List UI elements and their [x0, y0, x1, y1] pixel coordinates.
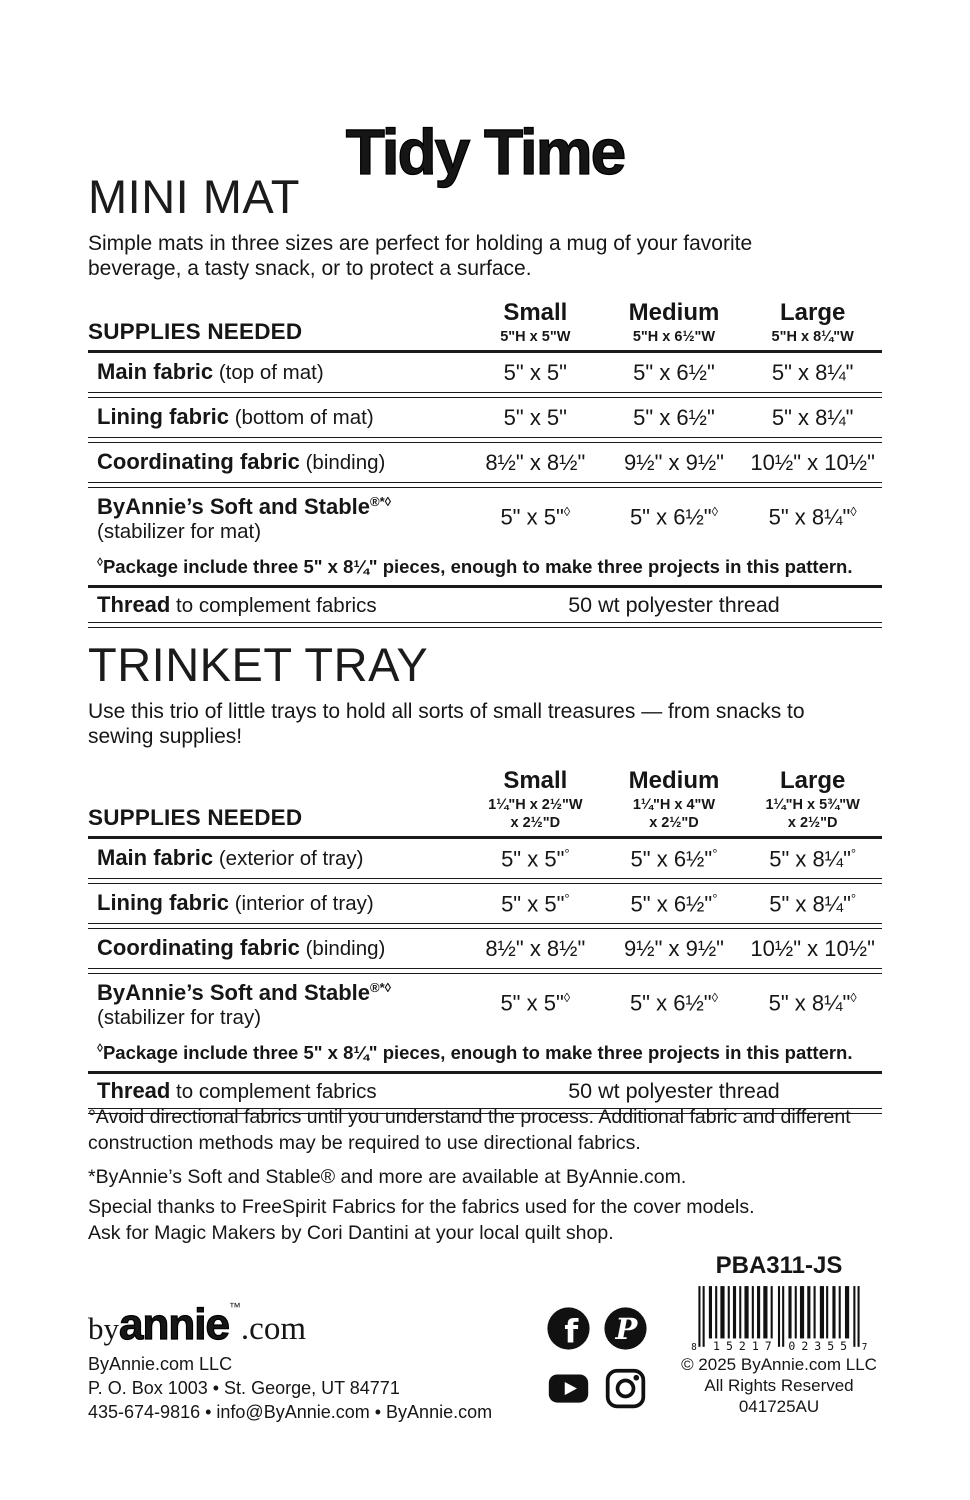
barcode-bar — [763, 1286, 767, 1338]
trademark-symbol: ™ — [228, 1300, 241, 1314]
size-value: 10½" x 10½" — [750, 935, 875, 961]
row-label-note: (binding) — [299, 937, 386, 961]
logo-by: by — [88, 1311, 119, 1346]
section-heading: TRINKET TRAY — [88, 638, 429, 691]
row-label — [88, 490, 466, 544]
barcode-bar — [757, 1286, 760, 1338]
footnote-marker: ◊ — [97, 1041, 103, 1056]
barcode-bar — [826, 1286, 828, 1338]
row-label-text: Lining fabric — [97, 404, 229, 430]
row-label-note: (stabilizer for tray) — [97, 1006, 262, 1030]
publisher-po-box: P. O. Box 1003 • St. George, UT 84771 — [88, 1378, 400, 1398]
section-mini-mat — [88, 172, 882, 628]
logo-annie: annie — [119, 1300, 229, 1349]
note-directional-fabrics: °Avoid directional fabrics until you understand the process. Additional fabric and different construction methods may be required to use directional fabrics. — [88, 1106, 851, 1154]
barcode-bar — [733, 1286, 736, 1338]
copyright-block — [676, 1354, 882, 1417]
table-bottom-rule — [88, 622, 882, 628]
column-finished-size: x 2½"D — [649, 815, 699, 832]
supplies-table-mini-mat — [88, 291, 882, 628]
section-trinket-tray — [88, 640, 882, 1114]
supplies-needed-header: SUPPLIES NEEDED — [88, 319, 303, 345]
barcode-bar — [820, 1286, 824, 1338]
footnote-marker: ° — [564, 890, 570, 906]
thread-row — [88, 588, 882, 622]
row-label-note: (binding) — [299, 451, 386, 475]
barcode-bar — [807, 1286, 810, 1338]
row-label-text: Coordinating fabric — [97, 449, 300, 475]
size-value: 5" x 5"◊ — [500, 504, 571, 530]
pinterest-icon — [603, 1306, 648, 1351]
barcode-bar — [853, 1286, 855, 1347]
youtube-icon — [546, 1366, 591, 1411]
column-name: Medium — [628, 767, 720, 795]
copyright-line: © 2025 ByAnnie.com LLC — [681, 1355, 877, 1374]
size-value: 8½" x 8½" — [485, 935, 586, 961]
size-value: 5" x 8¼"° — [769, 890, 857, 916]
table-row — [88, 488, 882, 546]
size-value: 10½" x 10½" — [750, 449, 875, 475]
row-label-marks: ®*◊ — [370, 494, 392, 510]
column-name: Small — [503, 299, 568, 327]
column-name: Large — [779, 299, 846, 327]
rights-line: All Rights Reserved — [704, 1376, 854, 1395]
barcode-bar — [832, 1286, 835, 1338]
size-value: 5" x 5" — [503, 359, 567, 385]
row-label — [88, 976, 466, 1030]
column-finished-size: 1¼"H x 4"W — [632, 797, 716, 814]
footnote-marker: ◊ — [563, 990, 571, 1006]
size-value: 5" x 8¼" — [771, 359, 854, 385]
barcode-bar — [703, 1286, 705, 1347]
size-value: 5" x 8¼"◊ — [768, 990, 857, 1016]
column-header-small — [466, 767, 605, 832]
row-label-marks: ®*◊ — [370, 980, 392, 996]
size-value: 5" x 6½" — [633, 359, 715, 385]
footnote-marker: ° — [850, 890, 857, 906]
row-label — [88, 405, 466, 430]
footnote-marker: ◊ — [711, 990, 719, 1006]
column-header-large — [743, 767, 882, 832]
publisher-contact: 435-674-9816 • info@ByAnnie.com • ByAnnie.com — [88, 1402, 493, 1422]
barcode-digit-right: 7 — [861, 1341, 868, 1353]
supplies-needed-header: SUPPLIES NEEDED — [88, 805, 303, 831]
table-row — [88, 398, 882, 437]
row-label-note: (bottom of mat) — [229, 406, 374, 430]
barcode-bar — [782, 1286, 784, 1347]
supplies-table-trinket-tray — [88, 759, 882, 1114]
thread-label-note: to complement fabrics — [170, 593, 377, 617]
section-description: Simple mats in three sizes are perfect for holding a mug of your favorite beverage, a tasty snack, or to protect a surface. — [88, 232, 753, 281]
column-finished-size: 5"H x 5"W — [500, 329, 571, 346]
barcode-bar — [728, 1286, 730, 1338]
social-icons — [546, 1306, 648, 1411]
thread-label-text: Thread — [97, 591, 171, 617]
size-value: 5" x 6½"◊ — [629, 504, 719, 530]
row-label — [88, 450, 466, 475]
row-label — [88, 891, 466, 916]
size-value: 5" x 5"° — [501, 845, 570, 871]
page-title: Tidy Time — [345, 115, 625, 188]
package-footnote: ◊Package include three 5" x 8¼" pieces, enough to make three projects in this pattern. — [97, 1041, 853, 1064]
size-value: 5" x 6½"◊ — [629, 990, 719, 1016]
section-description: Use this trio of little trays to hold all sorts of small treasures — from snacks to sewing supplies! — [88, 700, 805, 749]
footnote-marker: ◊ — [850, 504, 857, 520]
footnote-marker: ° — [564, 845, 570, 861]
barcode-bar — [739, 1286, 741, 1338]
table-header-row — [88, 759, 882, 836]
upc-barcode — [690, 1284, 868, 1357]
table-row — [88, 443, 882, 482]
instagram-icon — [603, 1366, 648, 1411]
column-finished-size: x 2½"D — [787, 815, 838, 832]
row-label — [88, 360, 466, 385]
row-label — [88, 936, 466, 961]
size-value: 5" x 8¼" — [771, 404, 854, 430]
barcode-digit-left: 8 — [691, 1341, 697, 1353]
table-row — [88, 839, 882, 878]
section-heading: MINI MAT — [88, 170, 300, 223]
column-header-medium — [605, 767, 744, 832]
thread-label-text: Thread — [97, 1077, 171, 1103]
barcode-bar — [771, 1286, 773, 1338]
barcode-digits-group1: 15217 — [713, 1338, 772, 1353]
row-label — [88, 846, 466, 871]
size-value: 9½" x 9½" — [623, 935, 724, 961]
column-name: Large — [779, 767, 846, 795]
column-finished-size: 5"H x 6½"W — [632, 329, 716, 346]
size-value: 5" x 8¼"° — [769, 845, 857, 871]
table-row — [88, 929, 882, 968]
barcode-bar — [858, 1286, 860, 1347]
size-value: 5" x 6½" — [633, 404, 715, 430]
barcode-digits-group2: 02355 — [788, 1338, 848, 1353]
column-finished-size: 5"H x 8¼"W — [771, 329, 854, 346]
barcode-bar — [839, 1286, 841, 1338]
thread-label — [88, 593, 466, 618]
size-value: 5" x 5"° — [501, 890, 570, 916]
row-label-note: (exterior of tray) — [213, 847, 364, 871]
barcode-bar — [752, 1286, 754, 1338]
footnote-marker: ◊ — [563, 504, 571, 520]
column-finished-size: 1¼"H x 5¾"W — [765, 797, 860, 814]
barcode-bar — [845, 1286, 849, 1338]
size-value: 8½" x 8½" — [485, 449, 586, 475]
column-header-large — [743, 299, 882, 346]
facebook-icon — [546, 1306, 591, 1351]
barcode-bar — [795, 1286, 797, 1338]
size-value: 5" x 8¼"◊ — [768, 504, 857, 530]
barcode-bar — [720, 1286, 724, 1338]
size-value: 5" x 5"◊ — [500, 990, 571, 1016]
row-label-note: (stabilizer for mat) — [97, 520, 262, 544]
table-row — [88, 884, 882, 923]
row-label-text: ByAnnie’s Soft and Stable — [97, 494, 371, 520]
footnote-marker: ◊ — [850, 990, 857, 1006]
thread-value: 50 wt polyester thread — [568, 1078, 780, 1103]
revision-code: 041725AU — [738, 1397, 820, 1416]
row-label-note: (interior of tray) — [229, 892, 374, 916]
table-row — [88, 974, 882, 1032]
footnote-marker: ◊ — [711, 504, 719, 520]
note-freespirit-thanks: Special thanks to FreeSpirit Fabrics for the fabrics used for the cover models. Ask for Magic Makers by Cori Dantini at your local quilt shop. — [88, 1196, 755, 1244]
column-name: Medium — [628, 299, 720, 327]
barcode-bar — [715, 1286, 717, 1338]
publisher-name: ByAnnie.com LLC — [88, 1354, 233, 1374]
barcode-bar — [814, 1286, 816, 1338]
thread-label — [88, 1079, 466, 1104]
row-label-text: Main fabric — [97, 845, 214, 871]
table-row — [88, 353, 882, 392]
barcode-bar — [744, 1286, 748, 1338]
row-label-text: ByAnnie’s Soft and Stable — [97, 980, 371, 1006]
publisher-address — [88, 1352, 492, 1424]
svg-text:f: f — [564, 1312, 579, 1351]
size-value: 5" x 6½"° — [630, 890, 718, 916]
size-value: 9½" x 9½" — [623, 449, 724, 475]
barcode-bar — [698, 1286, 700, 1347]
thread-label-note: to complement fabrics — [170, 1079, 377, 1103]
svg-text:P: P — [615, 1311, 638, 1346]
row-label-text: Main fabric — [97, 359, 214, 385]
footnote-marker: ° — [712, 845, 718, 861]
barcode-bar — [800, 1286, 804, 1338]
size-value: 5" x 6½"° — [630, 845, 718, 871]
thread-value: 50 wt polyester thread — [568, 592, 780, 617]
footnote-marker: ◊ — [97, 555, 103, 570]
package-footnote: ◊Package include three 5" x 8¼" pieces, enough to make three projects in this pattern. — [97, 555, 853, 578]
footnote-marker: ° — [712, 890, 718, 906]
logo-dot-com: .com — [240, 1311, 306, 1347]
barcode-bar — [778, 1286, 780, 1347]
footnote-marker: ° — [850, 845, 857, 861]
note-soft-and-stable-availability: *ByAnnie’s Soft and Stable® and more are available at ByAnnie.com. — [88, 1166, 687, 1188]
barcode-bar — [709, 1286, 712, 1338]
row-label-note: (top of mat) — [213, 361, 324, 385]
column-finished-size: x 2½"D — [510, 815, 561, 832]
column-header-medium — [605, 299, 744, 346]
barcode-bar — [788, 1286, 791, 1338]
column-header-small — [466, 299, 605, 346]
pattern-number: PBA311-JS — [715, 1252, 843, 1279]
table-header-row — [88, 291, 882, 350]
row-label-text: Lining fabric — [97, 890, 229, 916]
column-finished-size: 1¼"H x 2½"W — [488, 797, 583, 814]
byannie-logo — [88, 1300, 306, 1350]
column-name: Small — [503, 767, 568, 795]
row-label-text: Coordinating fabric — [97, 935, 300, 961]
size-value: 5" x 5" — [503, 404, 567, 430]
